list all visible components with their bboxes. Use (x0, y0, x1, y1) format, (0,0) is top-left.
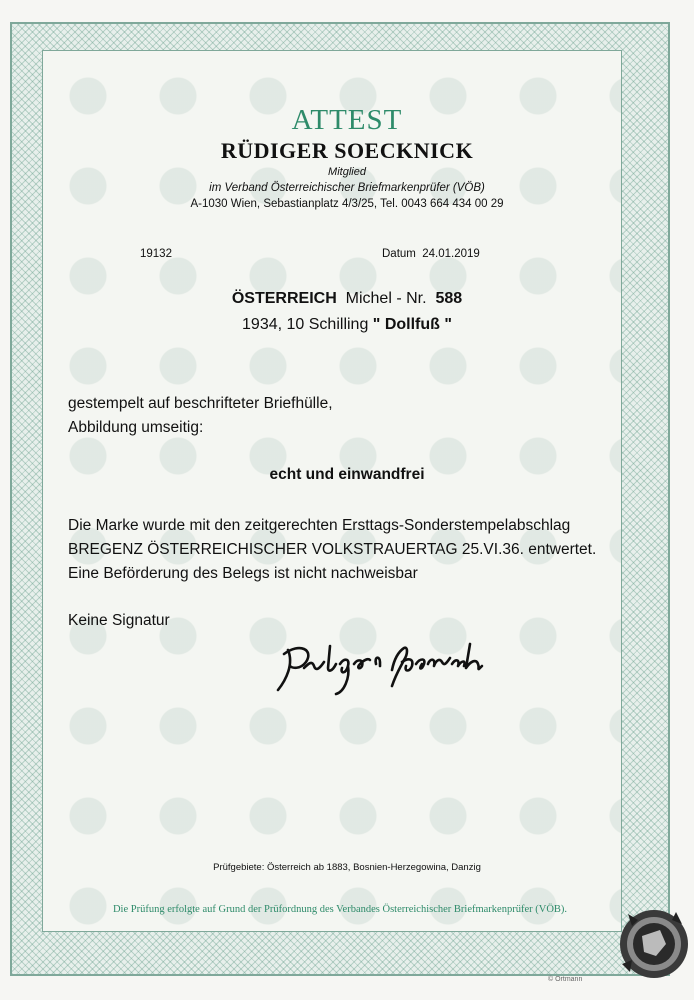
date-line (382, 248, 480, 260)
certificate-title: ATTEST (291, 104, 403, 136)
verdict: echt und einwandfrei (269, 466, 425, 483)
examination-rules-note: Die Prüfung erfolgte auf Grund der Prüfordnung des Verbandes Österreichischer Briefmarkenprüfer (VÖB). (112, 904, 568, 915)
examiner-name: RÜDIGER SOECKNICK (220, 138, 474, 163)
signature-note: Keine Signatur (68, 612, 170, 629)
member-label: Mitglied (328, 166, 366, 178)
issue-prefix: 1934, 10 Schilling (242, 316, 369, 333)
certificate-number: 19132 (140, 248, 172, 260)
embossed-seal-image (612, 904, 692, 982)
country-name: ÖSTERREICH (231, 290, 337, 307)
stamp-issue-line (0, 316, 694, 334)
cancellation-line: Die Marke wurde mit den zeitgerechten Ersttags-Sonderstempelabschlag (68, 517, 571, 534)
stamp-country-line (0, 290, 694, 308)
description-line: gestempelt auf beschrifteter Briefhülle, (68, 395, 333, 412)
michel-label: Michel - Nr. (345, 290, 427, 307)
description-line: Abbildung umseitig: (68, 419, 204, 436)
date-label: Datum (382, 248, 416, 260)
issue-name: " Dollfuß " (372, 316, 452, 333)
examination-areas: Prüfgebiete: Österreich ab 1883, Bosnien-Herzegowina, Danzig (213, 862, 481, 873)
cancellation-paragraph (68, 514, 596, 586)
date-value: 24.01.2019 (422, 248, 480, 260)
copyright-notice: © Ortmann (548, 976, 583, 983)
michel-number: 588 (435, 290, 463, 307)
handwritten-signature (270, 628, 500, 698)
cancellation-line: Eine Beförderung des Belegs ist nicht nachweisbar (68, 565, 418, 582)
cancellation-line: BREGENZ ÖSTERREICHISCHER VOLKSTRAUERTAG 25.VI.36. entwertet. (68, 541, 597, 558)
description-paragraph (68, 392, 333, 440)
association-line: im Verband Österreichischer Briefmarkenprüfer (VÖB) (209, 182, 485, 194)
address-line: A-1030 Wien, Sebastianplatz 4/3/25, Tel. 0043 664 434 00 29 (190, 198, 504, 210)
